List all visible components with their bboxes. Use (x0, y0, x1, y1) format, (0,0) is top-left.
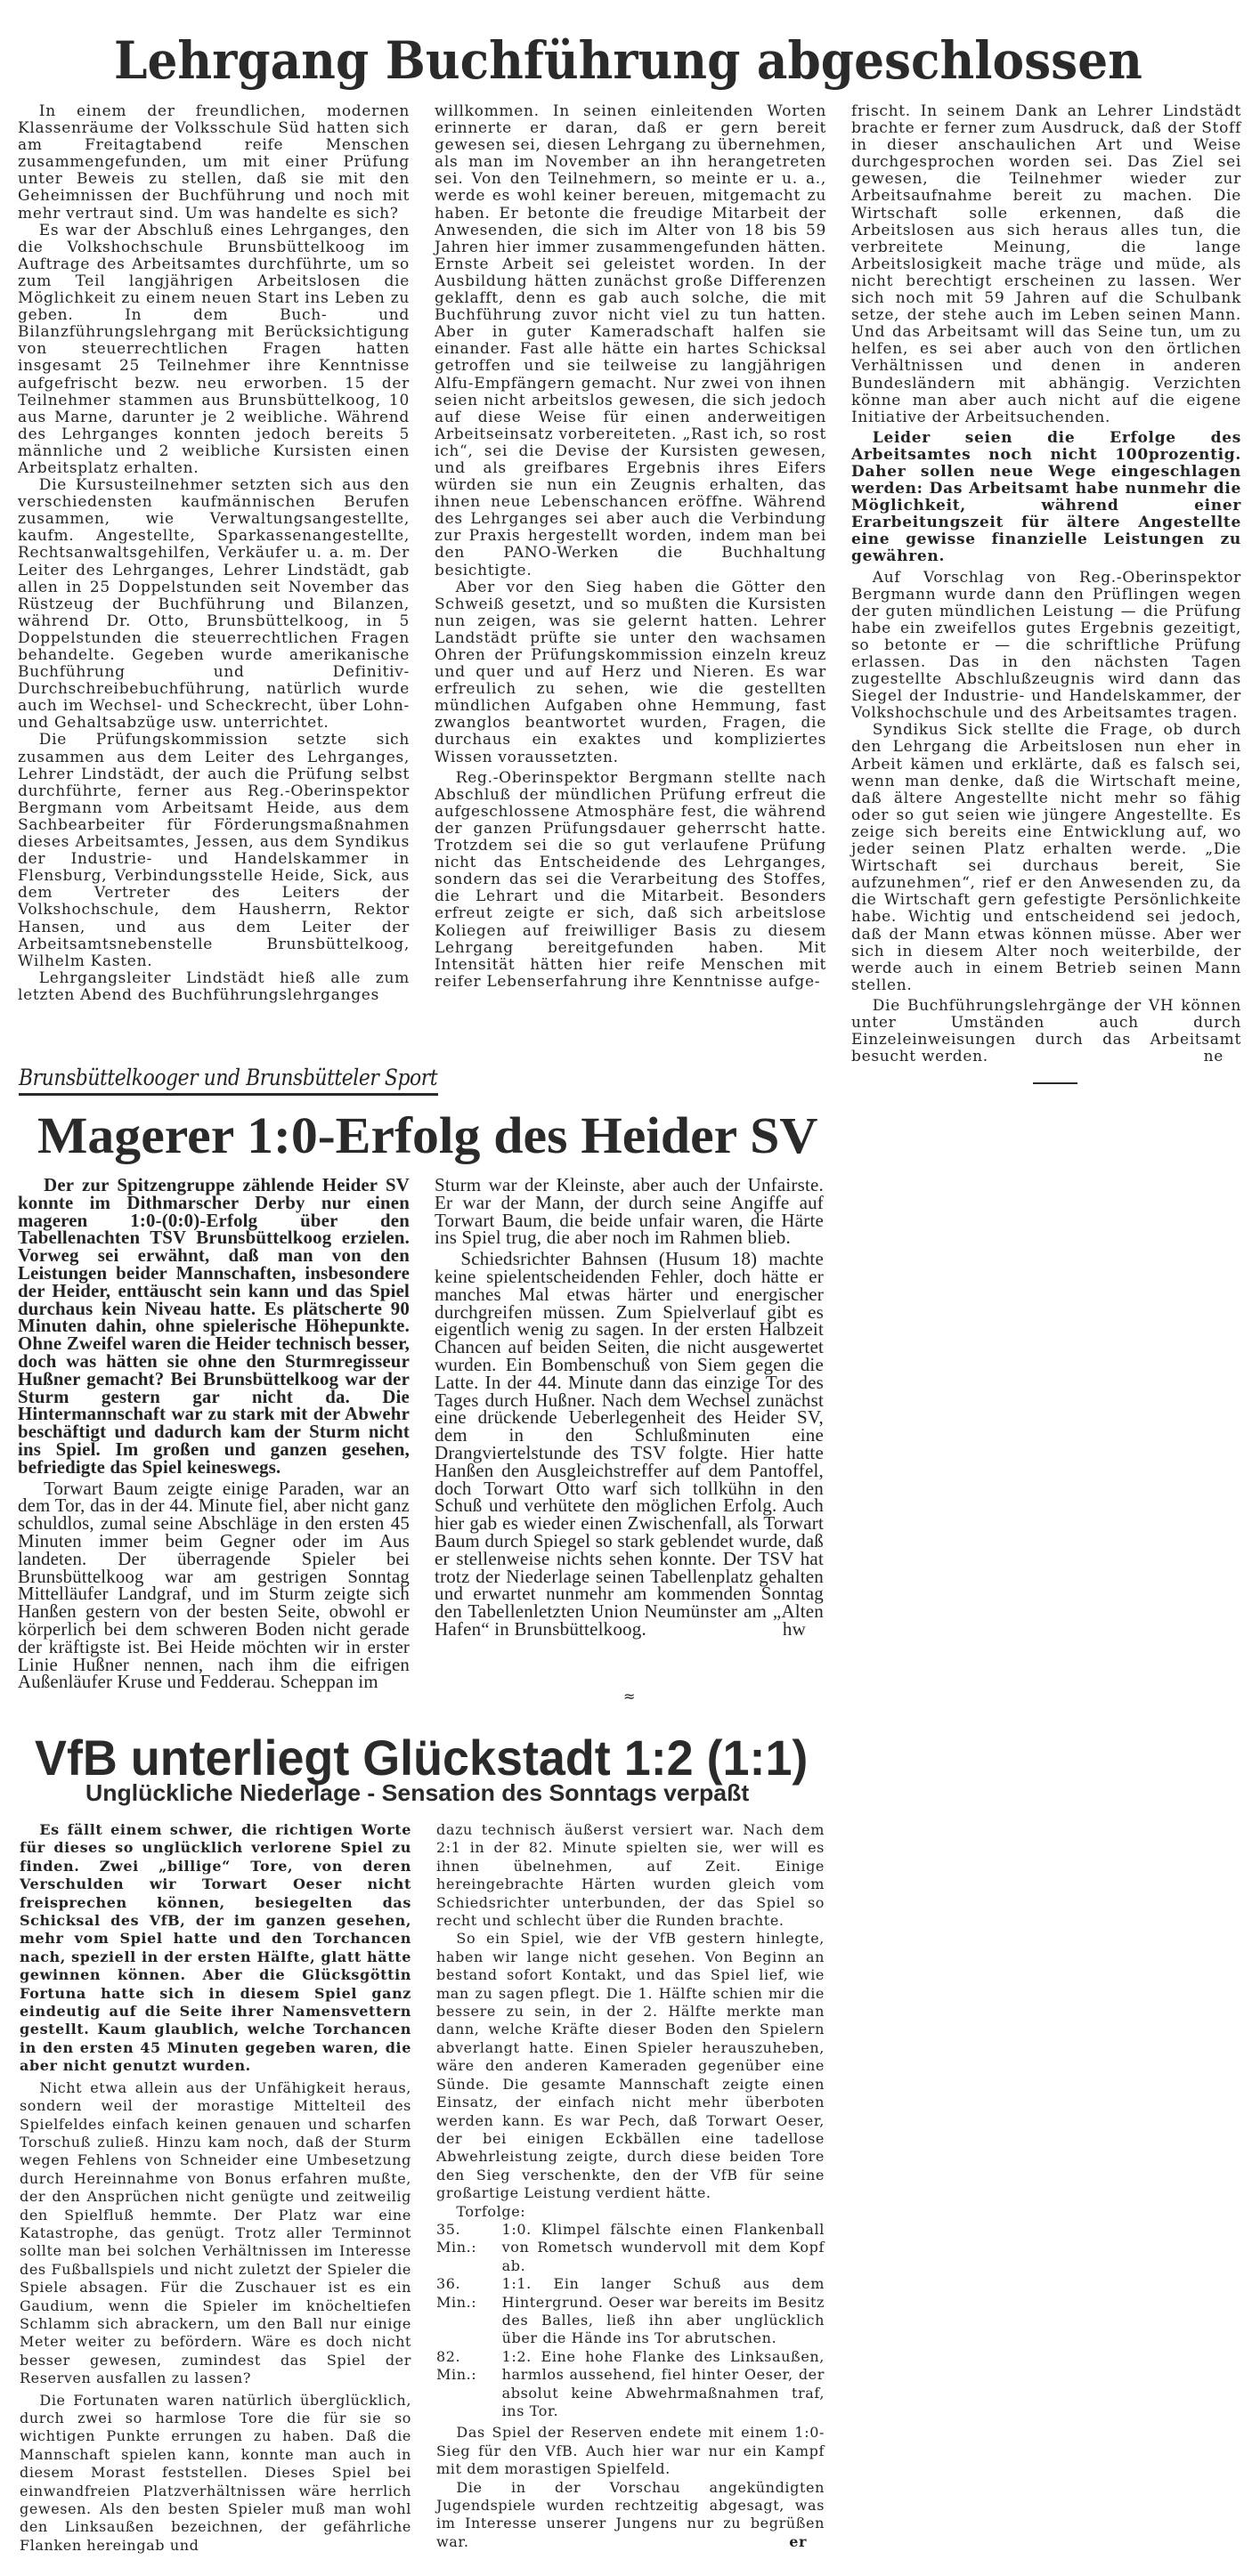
bold-paragraph: Der zur Spitzengruppe zählende Heider SV konnte im Dithmarscher Derby nur einen mageren 1:0-(0:0)-Erfolg über den Tabellenachten TSV Brunsbüttelkoog erzielen. Vorweg sei erwähnt, daß man von den Leistungen beider Mannschaften, insbesondere der Heider, enttäuscht sein kann und das Spiel durchaus kein Niveau hatte. Es plätscherte 90 Minuten dahin, ohne spielerische Höhepunkte. Ohne Zweifel waren die Heider technisch besser, doch was hätten sie ohne den Sturmregisseur Hußner gemacht? Bei Brunsbüttelkoog war der Sturm gestern gar nicht da. Die Hintermannschaft war zu stark mit der Abwehr beschäftigt und dadurch kam der Sturm nicht ins Spiel. Im großen und ganzen gesehen, befriedigte das Spiel keineswegs. (18, 1175, 410, 1478)
article2-column-2 (435, 1174, 824, 1640)
headline-text: Magerer 1:0-Erfolg des Heider SV (37, 1106, 818, 1164)
goal-entry (436, 2348, 825, 2421)
end-rule (1033, 1082, 1077, 1084)
bold-paragraph: Leider seien die Erfolge des Arbeitsamtes noch nicht 100prozentig. Daher sollen neue Wege eingeschlagen werden: Das Arbeitsamt habe nunmehr die Möglichkeit, während einer Erarbeitungszeit für ältere Angestellte eine gewisse finanzielle Leistungen zu gewähren. (851, 428, 1241, 566)
headline-text: Lehrgang Buchführung abgeschlossen (114, 30, 1142, 91)
paragraph: Nicht etwa allein aus der Unfähigkeit heraus, sondern weil der morastige Mittelteil des Spielfeldes einfach keinen genauen und scharfen Torschuß zuließ. Hinzu kam noch, daß der Sturm wegen Fehlens von Schneider eine Umbesetzung durch Hereinnahme von Bonus erfahren mußte, der den Ansprüchen nicht genügte und zeitweilig den Spielfluß hemmte. Der Platz war eine Katastrophe, das genügt. Trotz aller Terminnot sollte man bei solchen Verhältnissen im Interesse des Fußballspiels und nicht zuletzt der Spieler die Spiele absagen. Für die Zuschauer ist es ein Gaudium, wenn die Spieler im knöcheltiefen Schlamm sich abrackern, um den Ball nur einige Meter weiter zu befördern. Wäre es doch nicht besser gewesen, zumindest das Spiel der Reserven ausfallen zu lassen? (20, 2078, 411, 2387)
paragraph: Sturm war der Kleinste, aber auch der Unfairste. Er war der Mann, der durch seine Angiffe auf Torwart Baum, die beide unfair waren, die Härte ins Spiel trug, die aber noch im Rahmen blieb. (435, 1174, 824, 1249)
section-rule (19, 1093, 438, 1096)
article3-column-1 (20, 1821, 411, 2555)
goal-minute: 82. Min.: (436, 2347, 477, 2384)
article-headline-heider-sv (37, 1106, 818, 1164)
paragraph: dazu technisch äußerst versiert war. Nach dem 2:1 in der 82. Minute spielten sie, wer will es ihnen übelnehmen, auf Zeit. Einige hereingebrachte Härten wurden gleich vom Schiedsrichter unterbunden, der das Spiel so recht und schlecht über die Runden brachte. (436, 1821, 825, 1930)
article3-column-2 (436, 1821, 825, 2551)
author-signature: ne (1203, 1048, 1224, 1066)
goal-entry (436, 2221, 825, 2275)
paragraph: willkommen. In seinen einleitenden Worten erinnerte er daran, daß er gern bereit gewesen sei, diesen Lehrgang zu übernehmen, als man im November an ihn herangetreten sei. Von den Teilnehmern, so meinte er u. a., werde es wohl keiner bereuen, mitgemacht zu haben. Er betonte die freudige Mitarbeit der Anwesenden, die sich im Alter von 18 bis 59 Jahren hier immer zusammengefunden hätten. Ernste Arbeit sei geleistet worden. In der Ausbildung hätten zunächst große Differenzen geklafft, denn es gab auch solche, die mit Buchführung zuvor nicht viel zu tun hatten. Aber in guter Kameradschaft halfen sie einander. Fast alle hätte ein hartes Schicksal getroffen und sie teilweise zu langjährigen Alfu-Empfängern gemacht. Nur zwei von ihnen seien nicht arbeitslos gewesen, die sich jedoch auf diese Weise für einen anderweitigen Arbeitseinsatz vorbereiteten. „Rast ich, so rost ich“, sei die Devise der Kursisten gewesen, und als greifbares Ergebnis ihres Eifers würden sie nun ein Zeugnis erhalten, das ihnen neue Lebenschancen eröffne. Während des Lehrganges sei aber auch die Verbindung zur Praxis hergestellt worden, indem man bei den PANO-Werken die Buchhaltung besichtigte. (435, 102, 826, 579)
goal-minute: 35. Min.: (436, 2220, 477, 2256)
sport-section-label (19, 1065, 497, 1091)
paragraph: Lehrgangsleiter Lindstädt hieß alle zum letzten Abend des Buchführungslehrganges (18, 968, 410, 1004)
goal-description: 1:1. Ein langer Schuß aus dem Hintergrund. Oeser war bereits im Besitz des Balles, ließ ihn aber unglücklich über die Hände ins Tor abrutschen. (501, 2275, 825, 2347)
goal-sequence-label: Torfolge: (456, 2202, 526, 2220)
author-signature: er (789, 2532, 807, 2550)
section-label-text: Brunsbüttelkooger und Brunsbütteler Sport (19, 1065, 438, 1090)
article1-column-1 (18, 103, 410, 1004)
paragraph: Torwart Baum zeigte einige Paraden, war an dem Tor, das in der 44. Minute fiel, aber nicht ganz schuldlos, zumal seine Abschläge in den ersten 45 Minuten immer beim Gegner oder im Aus landeten. Der überragende Spieler bei Brunsbüttelkoog war am gestrigen Sonntag Mittelläufer Landgraf, und im Sturm zeigte sich Hanßen gestern von der besten Seite, obwohl er körperlich bei dem schweren Boden nicht gerade der kräftigste ist. Bei Heide möchten wir in erster Linie Hußner nennen, nach ihm die eifrigen Außenläufer Kruse und Fedderau. Scheppan im (18, 1478, 410, 1693)
goal-description: 1:0. Klimpel fälschte einen Flankenball von Rometsch wundervoll mit dem Kopf ab. (501, 2220, 825, 2274)
paragraph: Es war der Abschluß eines Lehrganges, den die Volkshochschule Brunsbüttelkoog im Auftrage des Arbeitsamtes durchführte, um so zum Teil langjährigen Arbeitslosen die Möglichkeit zu einem neuen Start ins Leben zu geben. In dem Buch- und Bilanzführungslehrgang mit Berücksichtigung von steuerrechtlichen Fragen hatten insgesamt 25 Teilnehmer ihre Kenntnisse aufgefrischt bezw. neu erworben. 15 der Teilnehmer stammen aus Brunsbüttelkoog, 10 aus Marne, darunter je 2 weibliche. Während des Lehrganges konnten jedoch bereits 5 männliche und 2 weibliche Kursisten einen Arbeitsplatz erhalten. (18, 221, 410, 477)
paragraph: Die Kursusteilnehmer setzten sich aus den verschiedensten kaufmännischen Berufen zusammen, wie Verwaltungsangestellte, kaufm. Angestellte, Sparkassenangestellte, Rechtsanwaltsgehilfen, Verkäufer u. a. m. Der Leiter des Lehrganges, Lehrer Lindstädt, gab allen in 25 Doppelstunden seit November das Rüstzeug der Buchführung und Bilanzen, während Dr. Otto, Brunsbüttelkoog, in 5 Doppelstunden die steuerrechtlichen Fragen behandelte. Gegeben wurde amerikanische Buchführung und Definitiv-Durchschreibebuchführung, natürlich wurde auch im Wechsel- und Scheckrecht, über Lohn- und Gehaltsabzüge usw. unterrichtet. (18, 476, 410, 733)
paragraph (436, 2479, 825, 2552)
goal-minute: 36. Min.: (436, 2275, 477, 2311)
paragraph (435, 1248, 824, 1640)
paragraph: So ein Spiel, wie der VfB gestern hinlegte, haben wir lange nicht gesehen. Von Beginn an bestand sofort Kontakt, und das Spiel lief, wie man zu sagen pflegt. Die 1. Hälfte schien mir die bessere zu sein, in der 2. Hälfte merkte man dann, welche Kräfte dieser Boden den Spielern abverlangt hatte. Einen Spieler herauszuheben, wäre den anderen Kameraden gegenüber eine Sünde. Die gesamte Mannschaft zeigte einen Einsatz, der einfach nicht mehr überboten werden kann. Es war Pech, daß Torwart Oeser, der bei einigen Eckbällen eine tadellose Abwehrleistung zeigte, durch diese beiden Tore den Sieg verschenkte, den der VfB für seine großartige Leistung verdient hätte. (436, 1930, 825, 2202)
paragraph: In einem der freundlichen, modernen Klassenräume der Volksschule Süd hatten sich am Freitagtabend reife Menschen zusammengefunden, um mit einer Prüfung unter Beweis zu stellen, daß sie mit den Geheimnissen der Buchführung und noch mit mehr vertraut sind. Um was handelte es sich? (18, 102, 410, 223)
article-headline-lehrgang (114, 32, 1232, 89)
bold-paragraph: Es fällt einem schwer, die richtigen Worte für dieses so unglücklich verlorene Spiel zu finden. Zwei „billige“ Tore, von deren Verschulden wir Torwart Oeser nicht freisprechen können, besiegelten das Schicksal des VfB, der im ganzen gesehen, mehr vom Spiel hatte und den Torchancen nach, speziell in der ersten Hälfte, glatt hätte gewinnen können. Aber die Glücksgöttin Fortuna hatte sich in diesem Spiel ganz eindeutig auf die Seite ihrer Namensvettern gestellt. Kaum glaublich, welche Torchancen in den ersten 45 Minuten gegeben waren, die aber nicht genutzt wurden. (20, 1821, 411, 2075)
article1-column-3 (851, 103, 1241, 1065)
paragraph: Das Spiel der Reserven endete mit einem 1:0-Sieg für den VfB. Auch hier war nur ein Kampf mit dem morastigen Spielfeld. (436, 2424, 825, 2478)
paragraph-text: Die Buchführungslehrgänge der VH können unter Umständen auch durch Einzeleinweisungen durch das Arbeitsamt besucht werden. (851, 996, 1241, 1066)
goal-entry (436, 2275, 825, 2348)
author-signature: hw (782, 1617, 806, 1640)
paragraph: Die Prüfungskommission setzte sich zusammen aus dem Leiter des Lehrganges, Lehrer Lindstädt, der auch die Prüfung selbst durchführte, ferner aus Reg.-Oberinspektor Bergmann vom Arbeitsamt Heide, aus dem Sachbearbeiter für Förderungsmaßnahmen dieses Arbeitsamtes, Jessen, aus dem Syndikus der Industrie- und Handelskammer in Flensburg, Verbindungsstelle Heide, Sick, aus dem Vertreter des Leiters der Volkshochschule, dem Hausherrn, Rektor Hansen, und aus dem Leiter der Arbeitsamtsnebenstelle Brunsbüttelkoog, Wilhelm Kasten. (18, 731, 410, 970)
paragraph (851, 998, 1241, 1065)
goal-description: 1:2. Eine hohe Flanke des Linksaußen, harmlos aussehend, fiel hinter Oeser, der absolut keine Abwehrmaßnahmen traf, ins Tor. (501, 2347, 825, 2419)
paragraph-text: Schiedsrichter Bahnsen (Husum 18) machte keine spielentscheidenden Fehler, doch hätte er manches Mal etwas härter und energischer durchgreifen müssen. Zum Spielverlauf gibt es eigentlich wenig zu sagen. In der ersten Halbzeit Chancen auf beiden Seiten, die nicht ausgewertet wurden. Ein Bombenschuß von Siem gegen die Latte. In der 44. Minute dann das einzige Tor des Tages durch Hußner. Nach dem Wechsel zunächst eine drückende Ueberlegenheit des Heider SV, dem in den Schlußminuten eine Drangviertelstunde des TSV folgte. Hier hatte Hanßen den Ausgleichstreffer auf dem Pantoffel, doch Torwart Otto warf sich tollkühn in den Schuß und verhütete den möglichen Erfolg. Auch hier gab es wieder einen Zwischenfall, als Torwart Baum durch Spiegel so stark geblendet wurde, daß er stellenweise nichts sehen konnte. Der TSV hat trotz der Niederlage seinen Tabellenplatz gehalten und erwartet nunmehr am kommenden Sonntag den Tabellenletzten Union Neumünster am „Alten Hafen“ in Brunsbüttelkoog. (435, 1248, 824, 1640)
article-headline-vfb (35, 1729, 838, 1786)
paragraph-text: Die in der Vorschau angekündigten Jugendspiele wurden rechtzeitig abgesagt, was im Interesse unserer Jungens nur zu begrüßen war. (436, 2478, 825, 2550)
paragraph: Aber vor den Sieg haben die Götter den Schweiß gesetzt, und so mußten die Kursisten nun zeigen, was sie gelernt hatten. Lehrer Landstädt prüfte sie unter den wachsamen Ohren der Prüfungskommission einzeln kreuz und quer und auf Herz und Nieren. Es war erfreulich zu sehen, wie die gestellten mündlichen Aufgaben ohne Hemmung, fast zwanglos beantwortet wurden, Fragen, die durchaus ein exaktes und kompliziertes Wissen voraussetzten. (435, 578, 826, 766)
article-subheadline (85, 1779, 750, 1806)
paragraph: Auf Vorschlag von Reg.-Oberinspektor Bergmann wurde dann den Prüflingen wegen der guten mündlichen Leistung — die Prüfung habe ein zweifellos gutes Ergebnis gezeitigt, so betonte er — die schriftliche Prüfung erlassen. Das in den nächsten Tagen zugestellte Abschlußzeugnis wird dann das Siegel der Industrie- und Handelskammer, der Volkshochschule und des Arbeitsamtes tragen. (851, 568, 1241, 723)
end-mark: ≈ (623, 1688, 636, 1705)
article1-column-2 (435, 103, 826, 991)
paragraph: Reg.-Oberinspektor Bergmann stellte nach Abschluß der mündlichen Prüfung erfreut die aufgeschlossene Atmosphäre fest, die während der ganzen Prüfungsdauer geherrscht hatte. Trotzdem sei die so gut verlaufene Prüfung nicht das Entscheidende des Lehrganges, sondern das sei die Verarbeitung des Stoffes, die Lehrart und die Mitarbeit. Besonders erfreut zeigte er sich, daß sich arbeitslose Koliegen auf freiwilliger Basis zu diesem Lehrgang bereitgefunden haben. Mit Intensität hätten hier reife Menschen mit reifer Lebenserfahrung ihre Kenntnisse aufge- (435, 768, 826, 991)
paragraph: frischt. In seinem Dank an Lehrer Lindstädt brachte er ferner zum Ausdruck, daß der Stoff in dieser anschaulichen Art und Weise durchgesprochen worden sei. Das Ziel sei gewesen, die Teilnehmer wieder zur Arbeitsaufnahme bereit zu machen. Die Wirtschaft solle erkennen, daß die Arbeitslosen aus sich heraus alles tun, die verbreitete Meinung, die lange Arbeitslosigkeit mache träge und müde, als nicht berechtigt erscheinen zu lassen. Wer sich noch mit 59 Jahren auf die Schulbank setze, der stehe auch im Leben seinen Mann. Und das Arbeitsamt will das Seine tun, um zu helfen, es sei aber auch von den örtlichen Verhältnissen und denen in anderen Bundesländern mit abhängig. Verzichten könne man aber auch nicht auf die eigene Initiative der Arbeitsuchenden. (851, 102, 1241, 426)
article2-column-1 (18, 1177, 410, 1691)
headline-text: VfB unterliegt Glückstadt 1:2 (1:1) (35, 1729, 809, 1786)
subheadline-text: Unglückliche Niederlage - Sensation des Sonntags verpaßt (85, 1779, 750, 1806)
paragraph: Syndikus Sick stellte die Frage, ob durch den Lehrgang die Arbeitslosen nun eher in Arbeit kämen und erklärte, daß es falsch sei, wenn man denke, daß die Wirtschaft meine, daß ältere Angestellte nicht mehr so fähig oder so gut seien wie jüngere Angestellte. Es zeige sich bereits eine Entwicklung auf, wo jeder seinen Platz erhalten werde. „Die Wirtschaft sei durchaus bereit, Sie aufzunehmen“, rief er den Anwesenden zu, da die Wirtschaft gern gefestigte Persönlichkeite habe. Wichtig und entscheidend sei jedoch, daß der Mann etwas können müsse. Aber wer sich in diesem Alter noch weiterbilde, der werde auch in einem Betrieb seinen Mann stellen. (851, 721, 1241, 994)
paragraph: Die Fortunaten waren natürlich überglücklich, durch zwei so harmlose Tore die für sie so wichtigen Punkte errungen zu haben. Daß die Mannschaft spielen kann, konnte man auch in diesem Morast feststellen. Dieses Spiel bei einwandfreien Platzverhältnissen wäre herrlich gewesen. Als den besten Spieler muß man wohl den Linksaußen bezeichnen, der gefährliche Flanken hereingab und (20, 2391, 411, 2554)
